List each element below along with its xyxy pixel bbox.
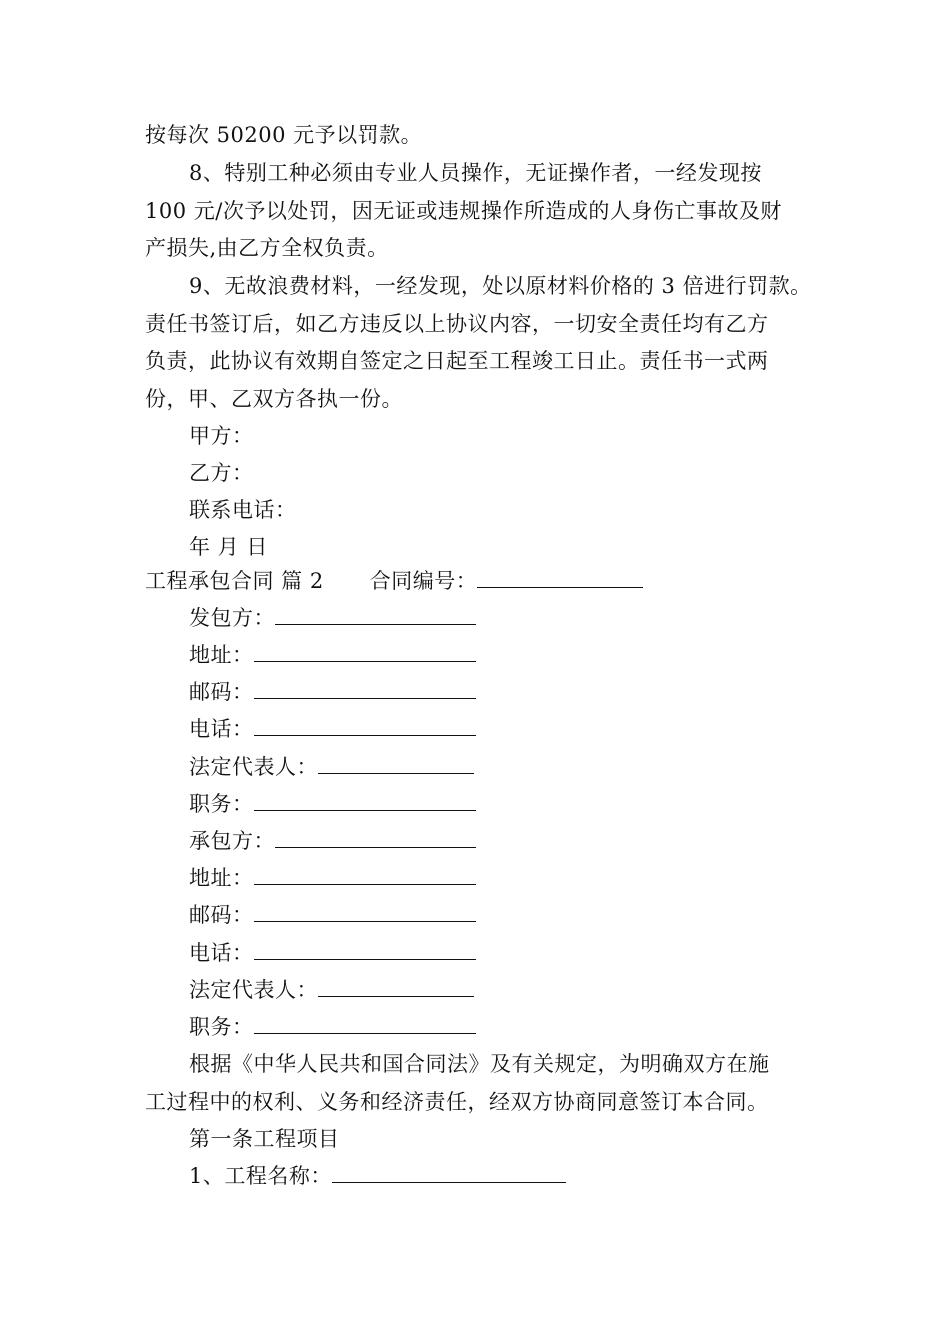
contractor-party-field [189, 827, 476, 855]
employer-party-label: 发包方： [189, 606, 275, 630]
contract-number-blank[interactable] [477, 567, 643, 588]
contractor-legal-rep-blank[interactable] [318, 976, 474, 997]
project-name-blank[interactable] [332, 1162, 566, 1183]
employer-position-label: 职务： [189, 792, 254, 816]
contractor-legal-rep-field [189, 976, 474, 1004]
preamble-line-2: 工过程中的权利、义务和经济责任，经双方协商同意签订本合同。 [145, 1090, 769, 1114]
contractor-address-field [189, 864, 476, 892]
employer-phone-field [189, 715, 476, 743]
employer-phone-label: 电话： [189, 717, 254, 741]
contractor-postcode-field [189, 901, 476, 929]
project-name-field [189, 1162, 566, 1190]
contractor-postcode-blank[interactable] [254, 901, 476, 922]
signature-party-a: 甲方： [189, 424, 254, 448]
employer-postcode-label: 邮码： [189, 680, 254, 704]
signature-date: 年 月 日 [189, 535, 268, 559]
employer-position-field [189, 790, 476, 818]
employer-position-blank[interactable] [254, 790, 476, 811]
employer-party-field [189, 604, 476, 632]
paragraph-liability-line-1: 责任书签订后，如乙方违反以上协议内容，一切安全责任均有乙方 [145, 312, 769, 336]
contractor-party-blank[interactable] [275, 827, 476, 848]
contract-title: 工程承包合同 篇 2 [145, 569, 324, 593]
contractor-position-blank[interactable] [254, 1013, 476, 1034]
employer-legal-rep-blank[interactable] [318, 753, 474, 774]
contractor-phone-field [189, 939, 476, 967]
contractor-phone-blank[interactable] [254, 939, 476, 960]
signature-phone: 联系电话： [189, 498, 297, 522]
employer-address-field [189, 641, 476, 669]
employer-postcode-field [189, 678, 476, 706]
paragraph-liability-line-2: 负责，此协议有效期自签定之日起至工程竣工日止。责任书一式两 [145, 349, 769, 373]
paragraph-clause-8-line-2: 100 元/次予以处罚，因无证或违规操作所造成的人身伤亡事故及财 [145, 199, 782, 223]
paragraph-clause-8-line-1: 8、特别工种必须由专业人员操作，无证操作者，一经发现按 [189, 161, 762, 185]
employer-address-label: 地址： [189, 643, 254, 667]
contractor-legal-rep-label: 法定代表人： [189, 978, 318, 1002]
employer-address-blank[interactable] [254, 641, 476, 662]
signature-party-b: 乙方： [189, 461, 254, 485]
employer-phone-blank[interactable] [254, 715, 476, 736]
paragraph-clause-8-line-3: 产损失,由乙方全权负责。 [145, 236, 389, 260]
employer-postcode-blank[interactable] [254, 678, 476, 699]
employer-legal-rep-field [189, 753, 474, 781]
article-1-title: 第一条工程项目 [189, 1127, 340, 1151]
paragraph-penalty-amount: 按每次 50200 元予以罚款。 [145, 123, 423, 147]
contractor-party-label: 承包方： [189, 829, 275, 853]
paragraph-clause-9: 9、无故浪费材料，一经发现，处以原材料价格的 3 倍进行罚款。 [189, 274, 812, 298]
contractor-position-label: 职务： [189, 1015, 254, 1039]
contract-number-label: 合同编号： [369, 569, 478, 593]
employer-party-blank[interactable] [275, 604, 476, 625]
employer-legal-rep-label: 法定代表人： [189, 755, 318, 779]
contract-header-line [145, 567, 643, 595]
paragraph-liability-line-3: 份，甲、乙双方各执一份。 [145, 387, 403, 411]
preamble-line-1: 根据《中华人民共和国合同法》及有关规定，为明确双方在施 [189, 1052, 770, 1076]
contractor-phone-label: 电话： [189, 941, 254, 965]
project-name-label: 1、工程名称： [189, 1164, 332, 1188]
contractor-postcode-label: 邮码： [189, 903, 254, 927]
contractor-position-field [189, 1013, 476, 1041]
contractor-address-blank[interactable] [254, 864, 476, 885]
contractor-address-label: 地址： [189, 866, 254, 890]
